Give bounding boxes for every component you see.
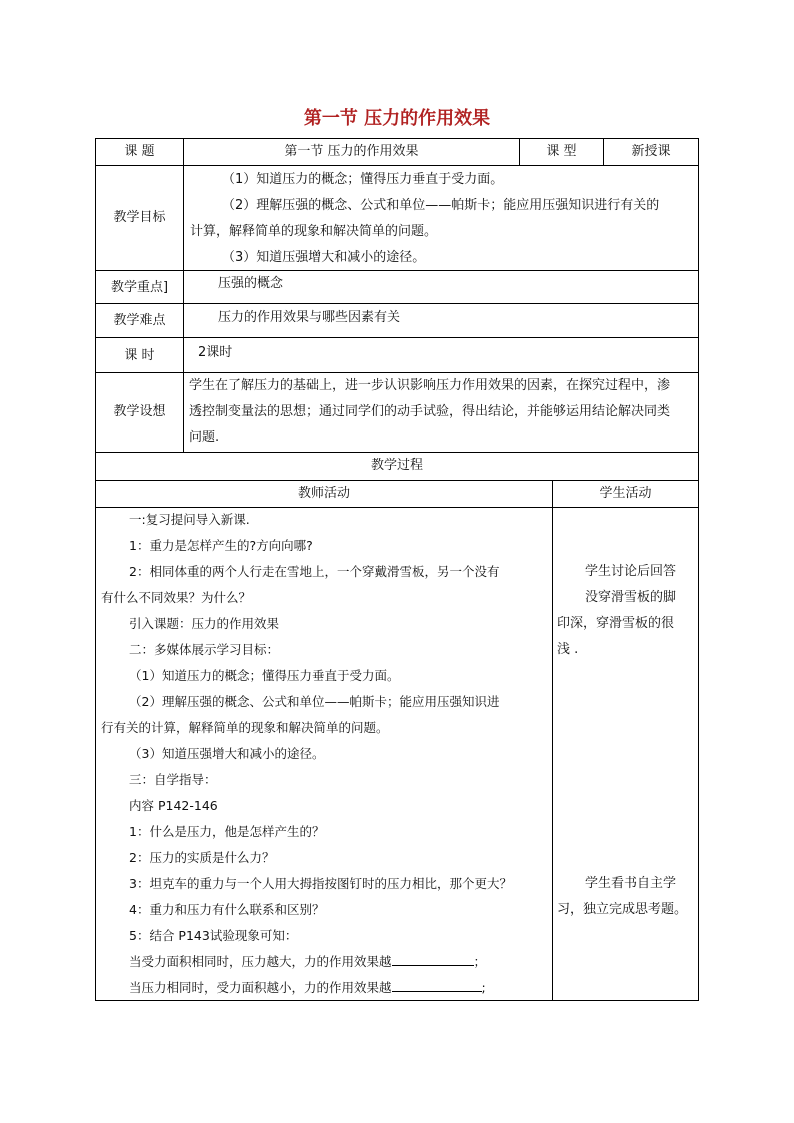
- teacher-line: 三：自学指导：: [129, 772, 217, 787]
- table-rule: [183, 138, 184, 453]
- teacher-line: 引入课题：压力的作用效果: [129, 616, 280, 631]
- teacher-line: 2：压力的实质是什么力？: [129, 850, 275, 865]
- design-line: 学生在了解压力的基础上，进一步认识影响压力作用效果的因素，在探究过程中，渗: [189, 378, 671, 393]
- fill-in-text: 当受力面积相同时，压力越大，力的作用效果越: [129, 954, 392, 969]
- type-value: 新授课: [631, 144, 671, 159]
- fill-in-line: [101, 949, 551, 975]
- fill-in-end: ；: [473, 954, 487, 969]
- student-line: 学生讨论后回答: [585, 564, 677, 579]
- topic-value: 第一节 压力的作用效果: [284, 144, 419, 159]
- student-line: 印深，穿滑雪板的很: [557, 616, 675, 631]
- student-activity-header: 学生活动: [599, 486, 652, 501]
- teacher-line: 2：相同体重的两个人行走在雪地上，一个穿戴滑雪板，另一个没有: [129, 564, 500, 579]
- difficulty-value: 压力的作用效果与哪些因素有关: [218, 310, 401, 325]
- teacher-line: 3：坦克车的重力与一个人用大拇指按图钉时的压力相比，那个更大？: [129, 876, 512, 891]
- goals-label: 教学目标: [113, 210, 166, 225]
- table-rule: [95, 337, 699, 338]
- teacher-line: 内容 P142-146: [129, 798, 218, 813]
- teacher-activity: [101, 507, 551, 1001]
- table-rule: [95, 165, 699, 166]
- student-line: 学生看书自主学: [585, 876, 677, 891]
- goal-line: （3）知道压强增大和减小的途径。: [222, 250, 426, 265]
- student-line: 习，独立完成思考题。: [557, 902, 688, 917]
- teacher-line: 一:复习提问导入新课.: [129, 512, 250, 527]
- key-point-value: 压强的概念: [218, 276, 284, 291]
- goals-content: [190, 167, 696, 271]
- hours-value: 2课时: [198, 345, 233, 360]
- key-point-label: 教学重点]: [110, 280, 169, 295]
- fill-in-line: [101, 975, 551, 1001]
- teacher-line: 有什么不同效果？为什么？: [101, 590, 252, 605]
- answer-blank: [392, 976, 482, 992]
- teacher-line: 1：什么是压力，他是怎样产生的？: [129, 824, 325, 839]
- teacher-line: （1）知道压力的概念；懂得压力垂直于受力面。: [129, 668, 400, 683]
- design-line: 问题.: [189, 430, 220, 445]
- student-activity-2: [557, 871, 697, 923]
- goal-line: （2）理解压强的概念、公式和单位——帕斯卡；能应用压强知识进行有关的: [222, 198, 660, 213]
- teacher-line: 1：重力是怎样产生的?方向向哪?: [129, 538, 313, 553]
- design-content: [189, 373, 697, 451]
- table-rule: [552, 480, 553, 1001]
- fill-in-text: 当压力相同时，受力面积越小，力的作用效果越: [129, 980, 392, 995]
- type-label: 课 型: [546, 144, 577, 159]
- goal-line: 计算，解释简单的现象和解决简单的问题。: [190, 224, 438, 239]
- teacher-line: 行有关的计算，解释简单的现象和解决简单的问题。: [101, 720, 389, 735]
- page-title: 第一节 压力的作用效果: [303, 108, 491, 129]
- teacher-line: 4：重力和压力有什么联系和区别？: [129, 902, 325, 917]
- table-rule: [95, 303, 699, 304]
- design-label: 教学设想: [113, 404, 166, 419]
- process-title: 教学过程: [370, 458, 423, 473]
- difficulty-label: 教学难点: [113, 313, 166, 328]
- student-line: 没穿滑雪板的脚: [585, 590, 677, 605]
- teacher-line: 5：结合 P143试验现象可知：: [129, 928, 298, 943]
- teacher-activity-header: 教师活动: [297, 486, 350, 501]
- teacher-line: （2）理解压强的概念、公式和单位——帕斯卡；能应用压强知识进: [129, 694, 500, 709]
- table-rule: [95, 138, 96, 1001]
- answer-blank: [392, 950, 474, 966]
- goal-line: （1）知道压力的概念；懂得压力垂直于受力面。: [222, 172, 504, 187]
- hours-label: 课 时: [124, 348, 155, 363]
- teacher-line: 二：多媒体展示学习目标：: [129, 642, 280, 657]
- table-rule: [698, 138, 699, 1001]
- topic-label: 课 题: [124, 144, 155, 159]
- design-line: 透控制变量法的思想；通过同学们的动手试验，得出结论，并能够运用结论解决同类: [189, 404, 671, 419]
- student-line: 浅 .: [557, 642, 579, 657]
- fill-in-end: ;: [481, 980, 486, 995]
- student-activity-1: [557, 559, 697, 663]
- teacher-line: （3）知道压强增大和减小的途径。: [129, 746, 325, 761]
